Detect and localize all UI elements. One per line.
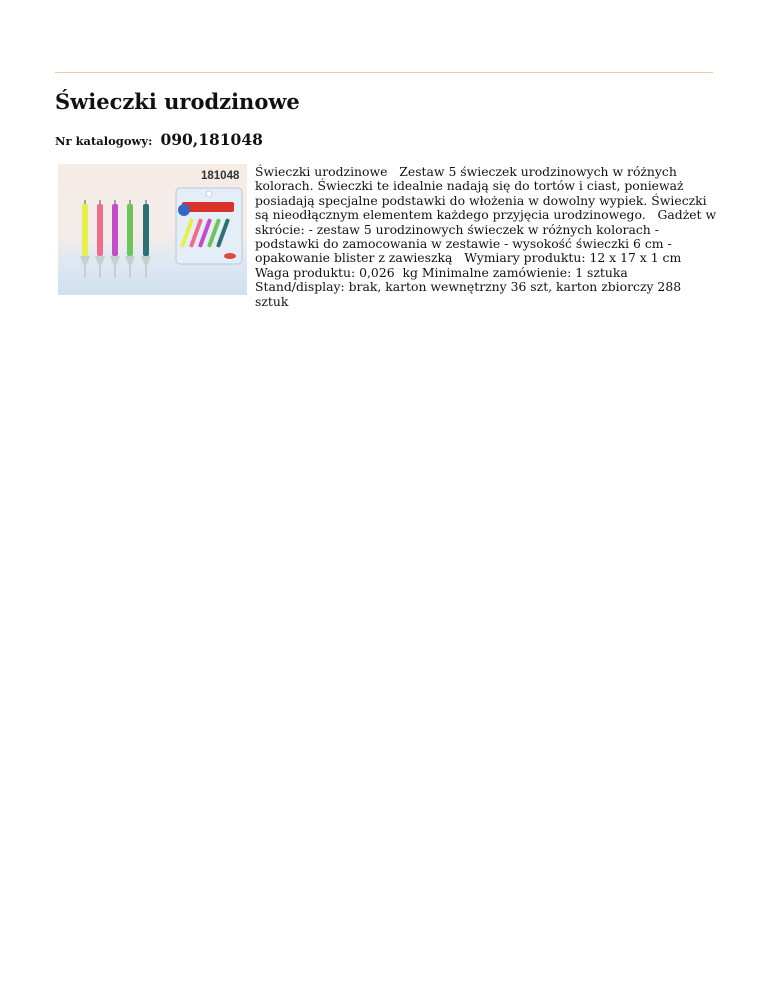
image-product-code: 181048 bbox=[201, 170, 240, 182]
candle-pink-icon bbox=[95, 200, 105, 278]
candle-green-icon bbox=[125, 200, 135, 278]
product-image bbox=[58, 164, 247, 295]
candle-magenta-icon bbox=[110, 200, 120, 278]
catalog-number-value: 090,181048 bbox=[160, 130, 263, 149]
product-title: Świeczki urodzinowe bbox=[55, 89, 300, 114]
candles-illustration bbox=[58, 164, 247, 295]
catalog-number-label: Nr katalogowy: bbox=[55, 134, 153, 148]
header-divider bbox=[55, 72, 713, 73]
candle-teal-icon bbox=[141, 200, 151, 278]
candle-yellow-icon bbox=[80, 200, 90, 278]
blister-package-icon bbox=[176, 188, 242, 264]
catalog-number-row bbox=[55, 130, 263, 149]
product-description: Świeczki urodzinowe Zestaw 5 świeczek urodzinowych w różnych kolorach. Świeczki te idealnie nadają się do tortów i ciast, ponieważ posiadają specjalne podstawki do włożenia w dowolny wypiek. Świeczki są nieodłącznym elementem każdego przyjęcia urodzinowego. Gadżet w skrócie: - zestaw 5 urodzinowych świeczek w różnych kolorach - podstawki do zamocowania w zestawie - wysokość świeczki 6 cm - opakowanie blister z zawieszką Wymiary produktu: 12 x 17 x 1 cm Waga produktu: 0,026 kg Minimalne zamówienie: 1 sztuka Stand/display: brak, karton wewnętrzny 36 szt, karton zbiorczy 288 sztuk bbox=[255, 164, 721, 309]
